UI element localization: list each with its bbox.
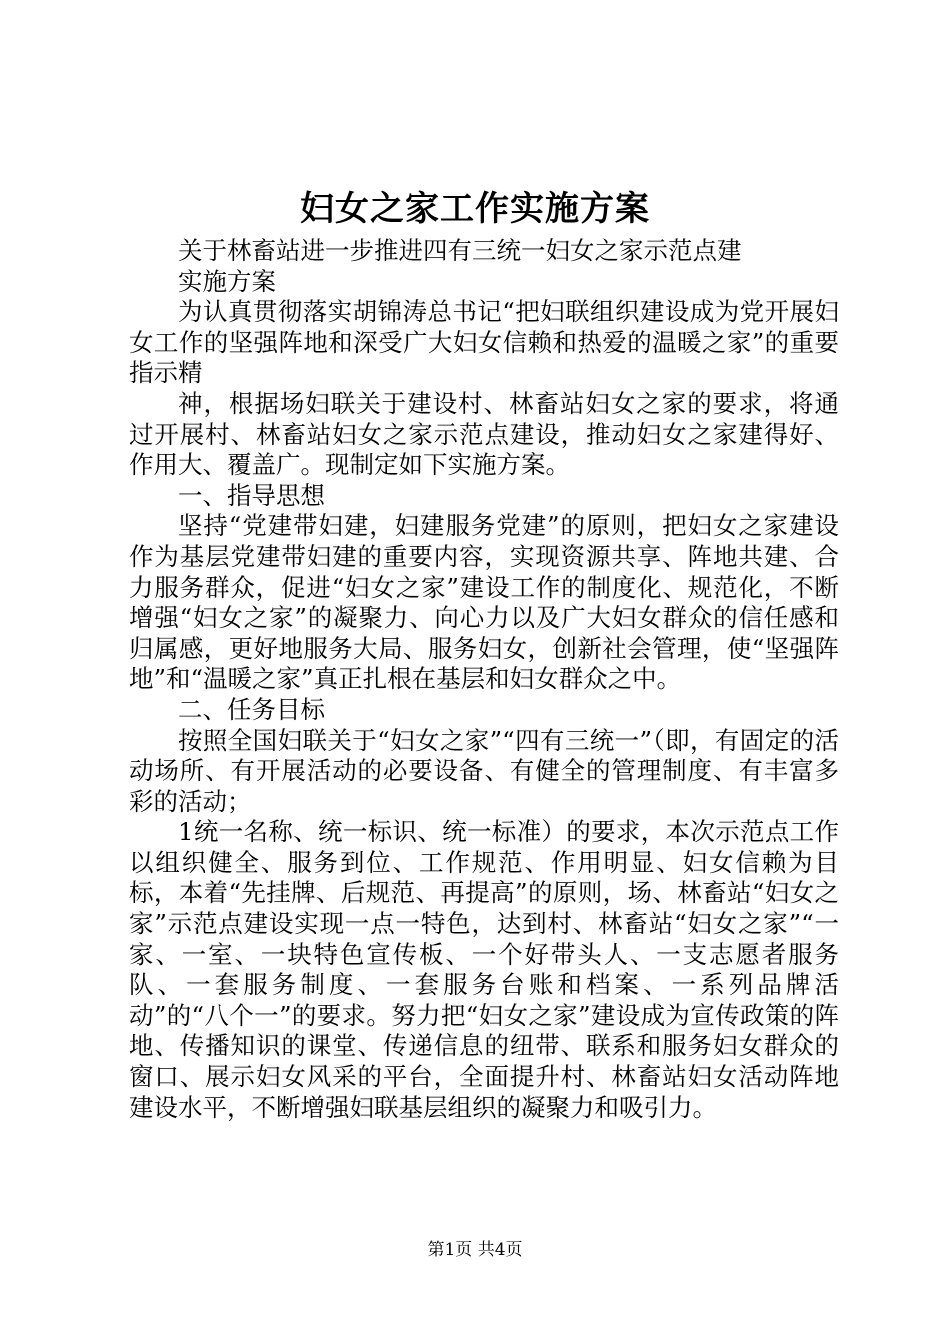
section-heading-guiding-ideology: 一、指导思想 — [178, 480, 325, 510]
paragraph-subject: 关于林畜站进一步推进四有三统一妇女之家示范点建 — [178, 236, 742, 265]
paragraph-task-goals: 按照全国妇联关于“妇女之家”“四有三统一”（即，有固定的活动场所、有开展活动的必要设备、有健全的管理制度、有丰富多彩的活动； — [129, 725, 839, 816]
paragraph-guiding-ideology: 坚持“党建带妇建，妇建服务党建”的原则，把妇女之家建设作为基层党建带妇建的重要内容，实现资源共享、阵地共建、合力服务群众，促进“妇女之家”建设工作的制度化、规范化，不断增强“妇女之家”的凝聚力、向心力以及广大妇女群众的信任感和归属感，更好地服务大局、服务妇女，创新社会管理，使“坚强阵地”和“温暖之家”真正扎根在基层和妇女群众之中。 — [129, 511, 839, 694]
document-title: 妇女之家工作实施方案 — [300, 189, 650, 229]
paragraph-intro-continued: 神，根据场妇联关于建设村、林畜站妇女之家的要求，将通过开展村、林畜站妇女之家示范点建设，推动妇女之家建得好、作用大、覆盖广。现制定如下实施方案。 — [129, 388, 839, 480]
paragraph-subtitle: 实施方案 — [178, 266, 276, 296]
paragraph-intro: 为认真贯彻落实胡锦涛总书记“把妇联组织建设成为党开展妇女工作的坚强阵地和深受广大妇女信赖和热爱的温暖之家”的重要指示精 — [129, 297, 839, 388]
document-body — [129, 236, 839, 1123]
section-heading-task-goals: 二、任务目标 — [178, 694, 325, 724]
page-number-footer: 第1页 共4页 — [427, 1240, 523, 1260]
paragraph-task-goals-continued: 1统一名称、统一标识、统一标准）的要求，本次示范点工作以组织健全、服务到位、工作规范、作用明显、妇女信赖为目标，本着“先挂牌、后规范、再提高”的原则，场、林畜站“妇女之家”示范点建设实现一点一特色，达到村、林畜站“妇女之家”“一家、一室、一块特色宣传板、一个好带头人、一支志愿者服务队、一套服务制度、一套服务台账和档案、一系列品牌活动”的“八个一”的要求。努力把“妇女之家”建设成为宣传政策的阵地、传播知识的课堂、传递信息的纽带、联系和服务妇女群众的窗口、展示妇女风采的平台，全面提升村、林畜站妇女活动阵地建设水平，不断增强妇联基层组织的凝聚力和吸引力。 — [129, 817, 839, 1122]
